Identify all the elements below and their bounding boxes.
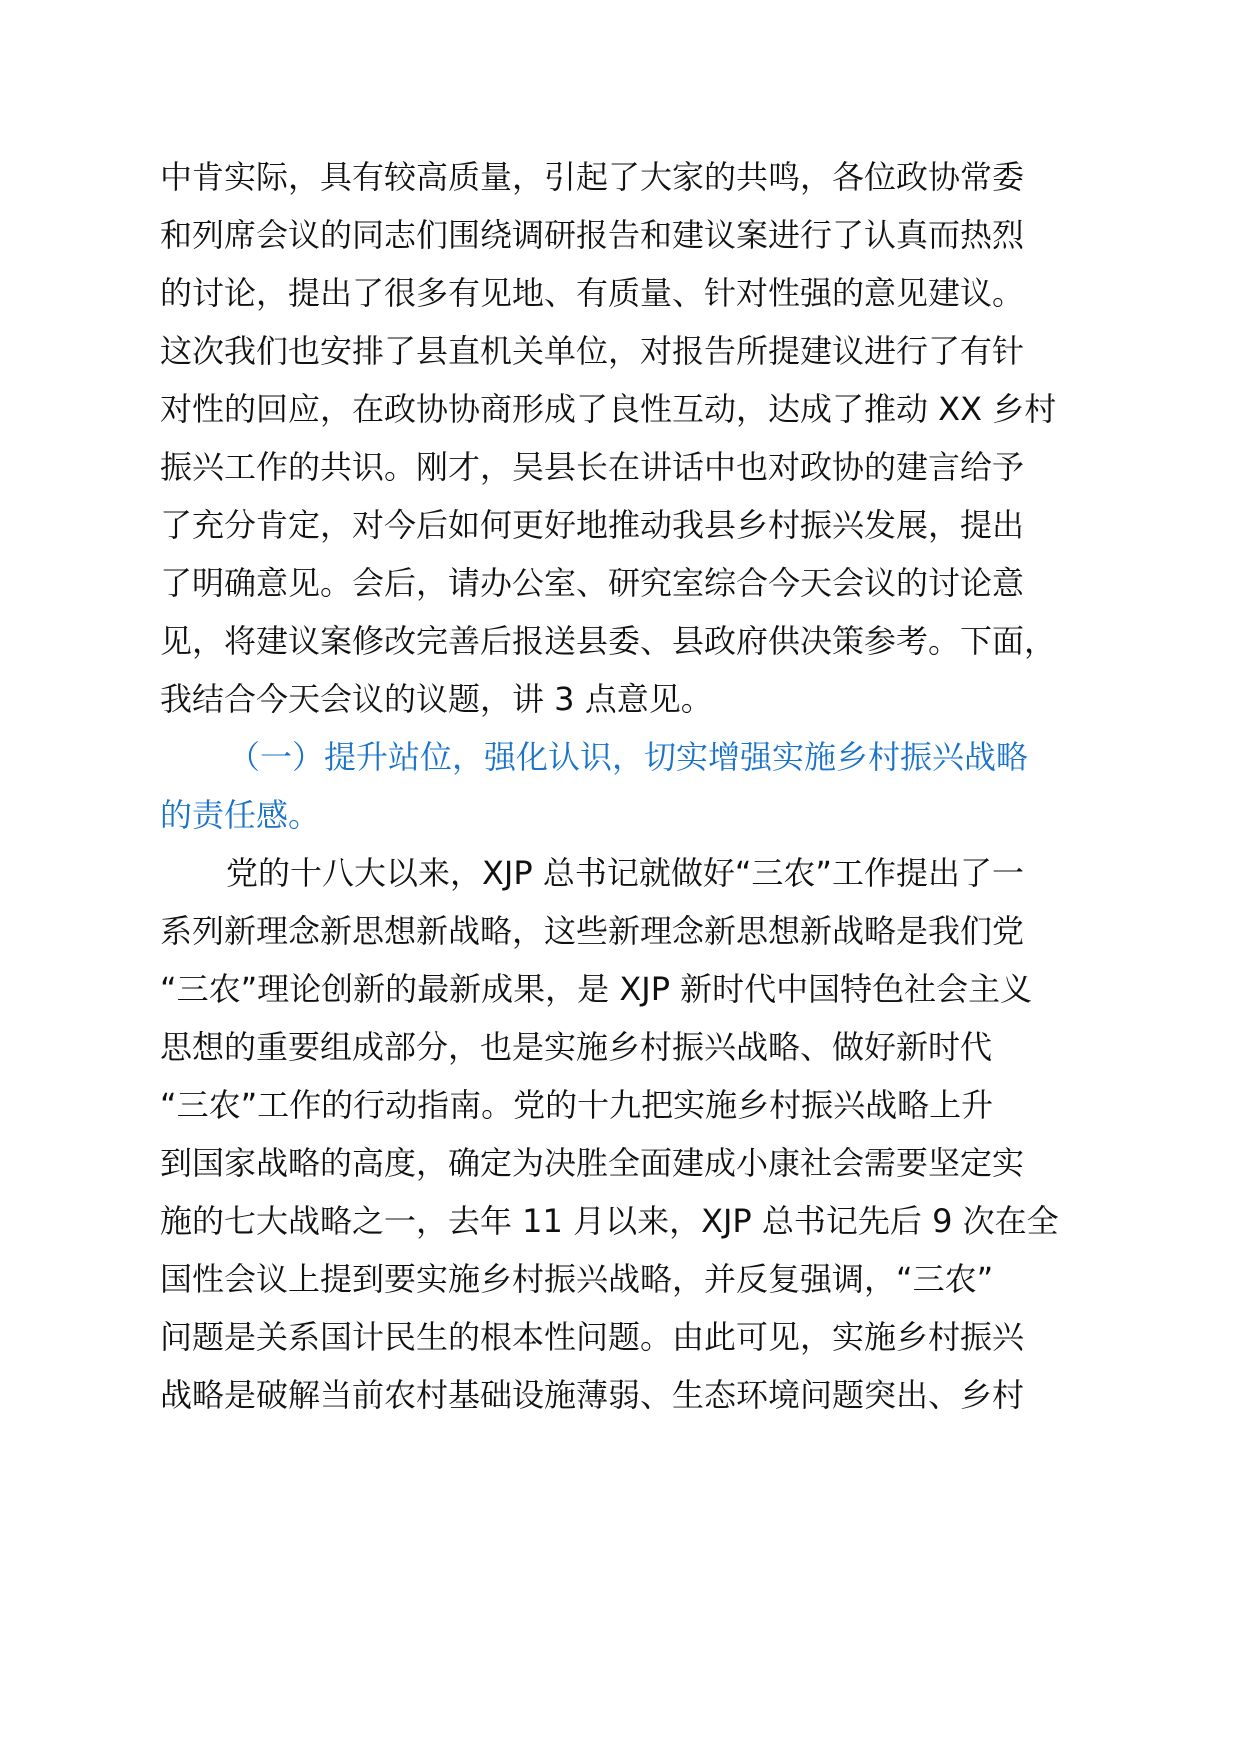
paragraph-line: 的讨论，提出了很多有见地、有质量、针对性强的意见建议。 bbox=[160, 274, 1025, 312]
paragraph-line: “三农”工作的行动指南。党的十九把实施乡村振兴战略上升 bbox=[160, 1086, 994, 1124]
paragraph-line: “三农”理论创新的最新成果，是 XJP 新时代中国特色社会主义 bbox=[160, 970, 1033, 1008]
paragraph-line: 了明确意见。会后，请办公室、研究室综合今天会议的讨论意 bbox=[160, 564, 1025, 602]
paragraph-line: 振兴工作的共识。刚才，吴县长在讲话中也对政协的建言给予 bbox=[160, 448, 1025, 486]
paragraph-line: 党的十八大以来，XJP 总书记就做好“三农”工作提出了一 bbox=[226, 854, 1024, 892]
paragraph-line: 战略是破解当前农村基础设施薄弱、生态环境问题突出、乡村 bbox=[160, 1376, 1025, 1414]
paragraph-line: 系列新理念新思想新战略，这些新理念新思想新战略是我们党 bbox=[160, 912, 1025, 950]
paragraph-line: 思想的重要组成部分，也是实施乡村振兴战略、做好新时代 bbox=[160, 1028, 993, 1066]
paragraph-line: 国性会议上提到要实施乡村振兴战略，并反复强调，“三农” bbox=[160, 1260, 994, 1298]
paragraph-line: 施的七大战略之一，去年 11 月以来，XJP 总书记先后 9 次在全 bbox=[160, 1202, 1059, 1240]
paragraph-line: 和列席会议的同志们围绕调研报告和建议案进行了认真而热烈 bbox=[160, 216, 1025, 254]
paragraph-line: 我结合今天会议的议题，讲 3 点意见。 bbox=[160, 680, 713, 718]
section-heading-line: 的责任感。 bbox=[160, 796, 321, 834]
paragraph-line: 对性的回应，在政协协商形成了良性互动，达成了推动 XX 乡村 bbox=[160, 390, 1057, 428]
paragraph-line: 了充分肯定，对今后如何更好地推动我县乡村振兴发展，提出 bbox=[160, 506, 1025, 544]
paragraph-line: 问题是关系国计民生的根本性问题。由此可见，实施乡村振兴 bbox=[160, 1318, 1025, 1356]
section-heading-line: （一）提升站位，强化认识，切实增强实施乡村振兴战略 bbox=[228, 738, 1029, 776]
paragraph-line: 到国家战略的高度，确定为决胜全面建成小康社会需要坚定实 bbox=[160, 1144, 1025, 1182]
paragraph-line: 见，将建议案修改完善后报送县委、县政府供决策参考。下面， bbox=[160, 622, 1057, 660]
paragraph-line: 这次我们也安排了县直机关单位，对报告所提建议进行了有针 bbox=[160, 332, 1025, 370]
paragraph-line: 中肯实际，具有较高质量，引起了大家的共鸣，各位政协常委 bbox=[160, 158, 1025, 196]
